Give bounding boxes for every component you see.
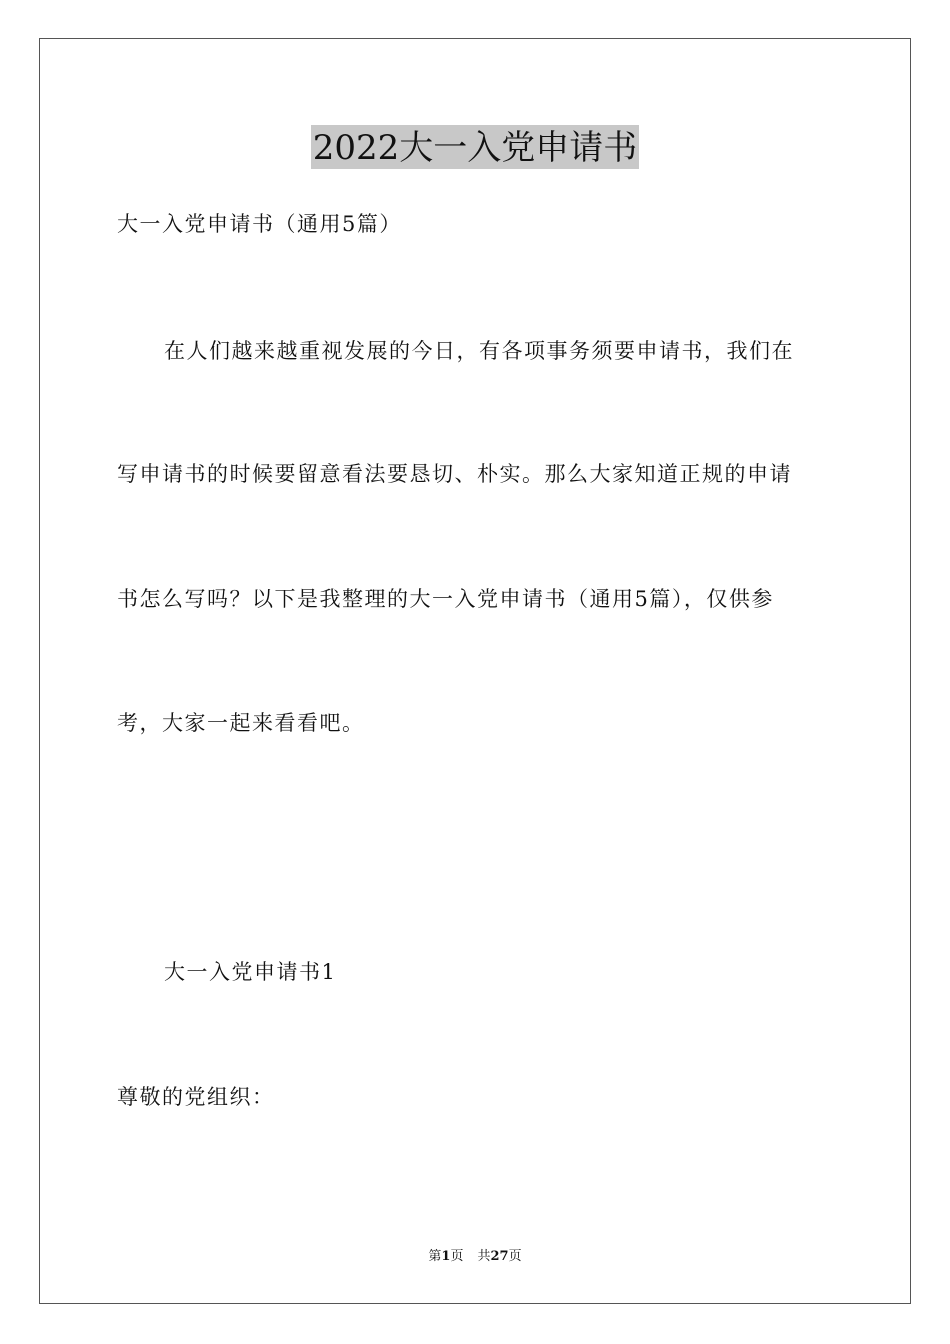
footer-total-pages: 27	[490, 1249, 509, 1264]
document-title-container	[0, 125, 950, 169]
footer-total-suffix: 页	[508, 1249, 522, 1264]
intro-line-2: 写申请书的时候要留意看法要恳切、朴实。那么大家知道正规的申请	[117, 462, 792, 486]
document-subtitle: 大一入党申请书（通用5篇）	[117, 212, 402, 236]
footer-total-prefix: 共	[477, 1249, 491, 1264]
footer-page-suffix: 页	[450, 1249, 464, 1264]
footer-page-number: 1	[441, 1249, 451, 1264]
page-footer	[0, 1248, 950, 1266]
section-heading: 大一入党申请书1	[164, 960, 337, 984]
document-title: 2022大一入党申请书	[311, 125, 640, 169]
intro-line-1: 在人们越来越重视发展的今日，有各项事务须要申请书，我们在	[164, 339, 794, 363]
intro-line-3: 书怎么写吗？以下是我整理的大一入党申请书（通用5篇），仅供参	[117, 587, 774, 611]
footer-page-prefix: 第	[428, 1249, 442, 1264]
intro-line-4: 考，大家一起来看看吧。	[117, 711, 365, 735]
salutation: 尊敬的党组织：	[117, 1085, 275, 1109]
